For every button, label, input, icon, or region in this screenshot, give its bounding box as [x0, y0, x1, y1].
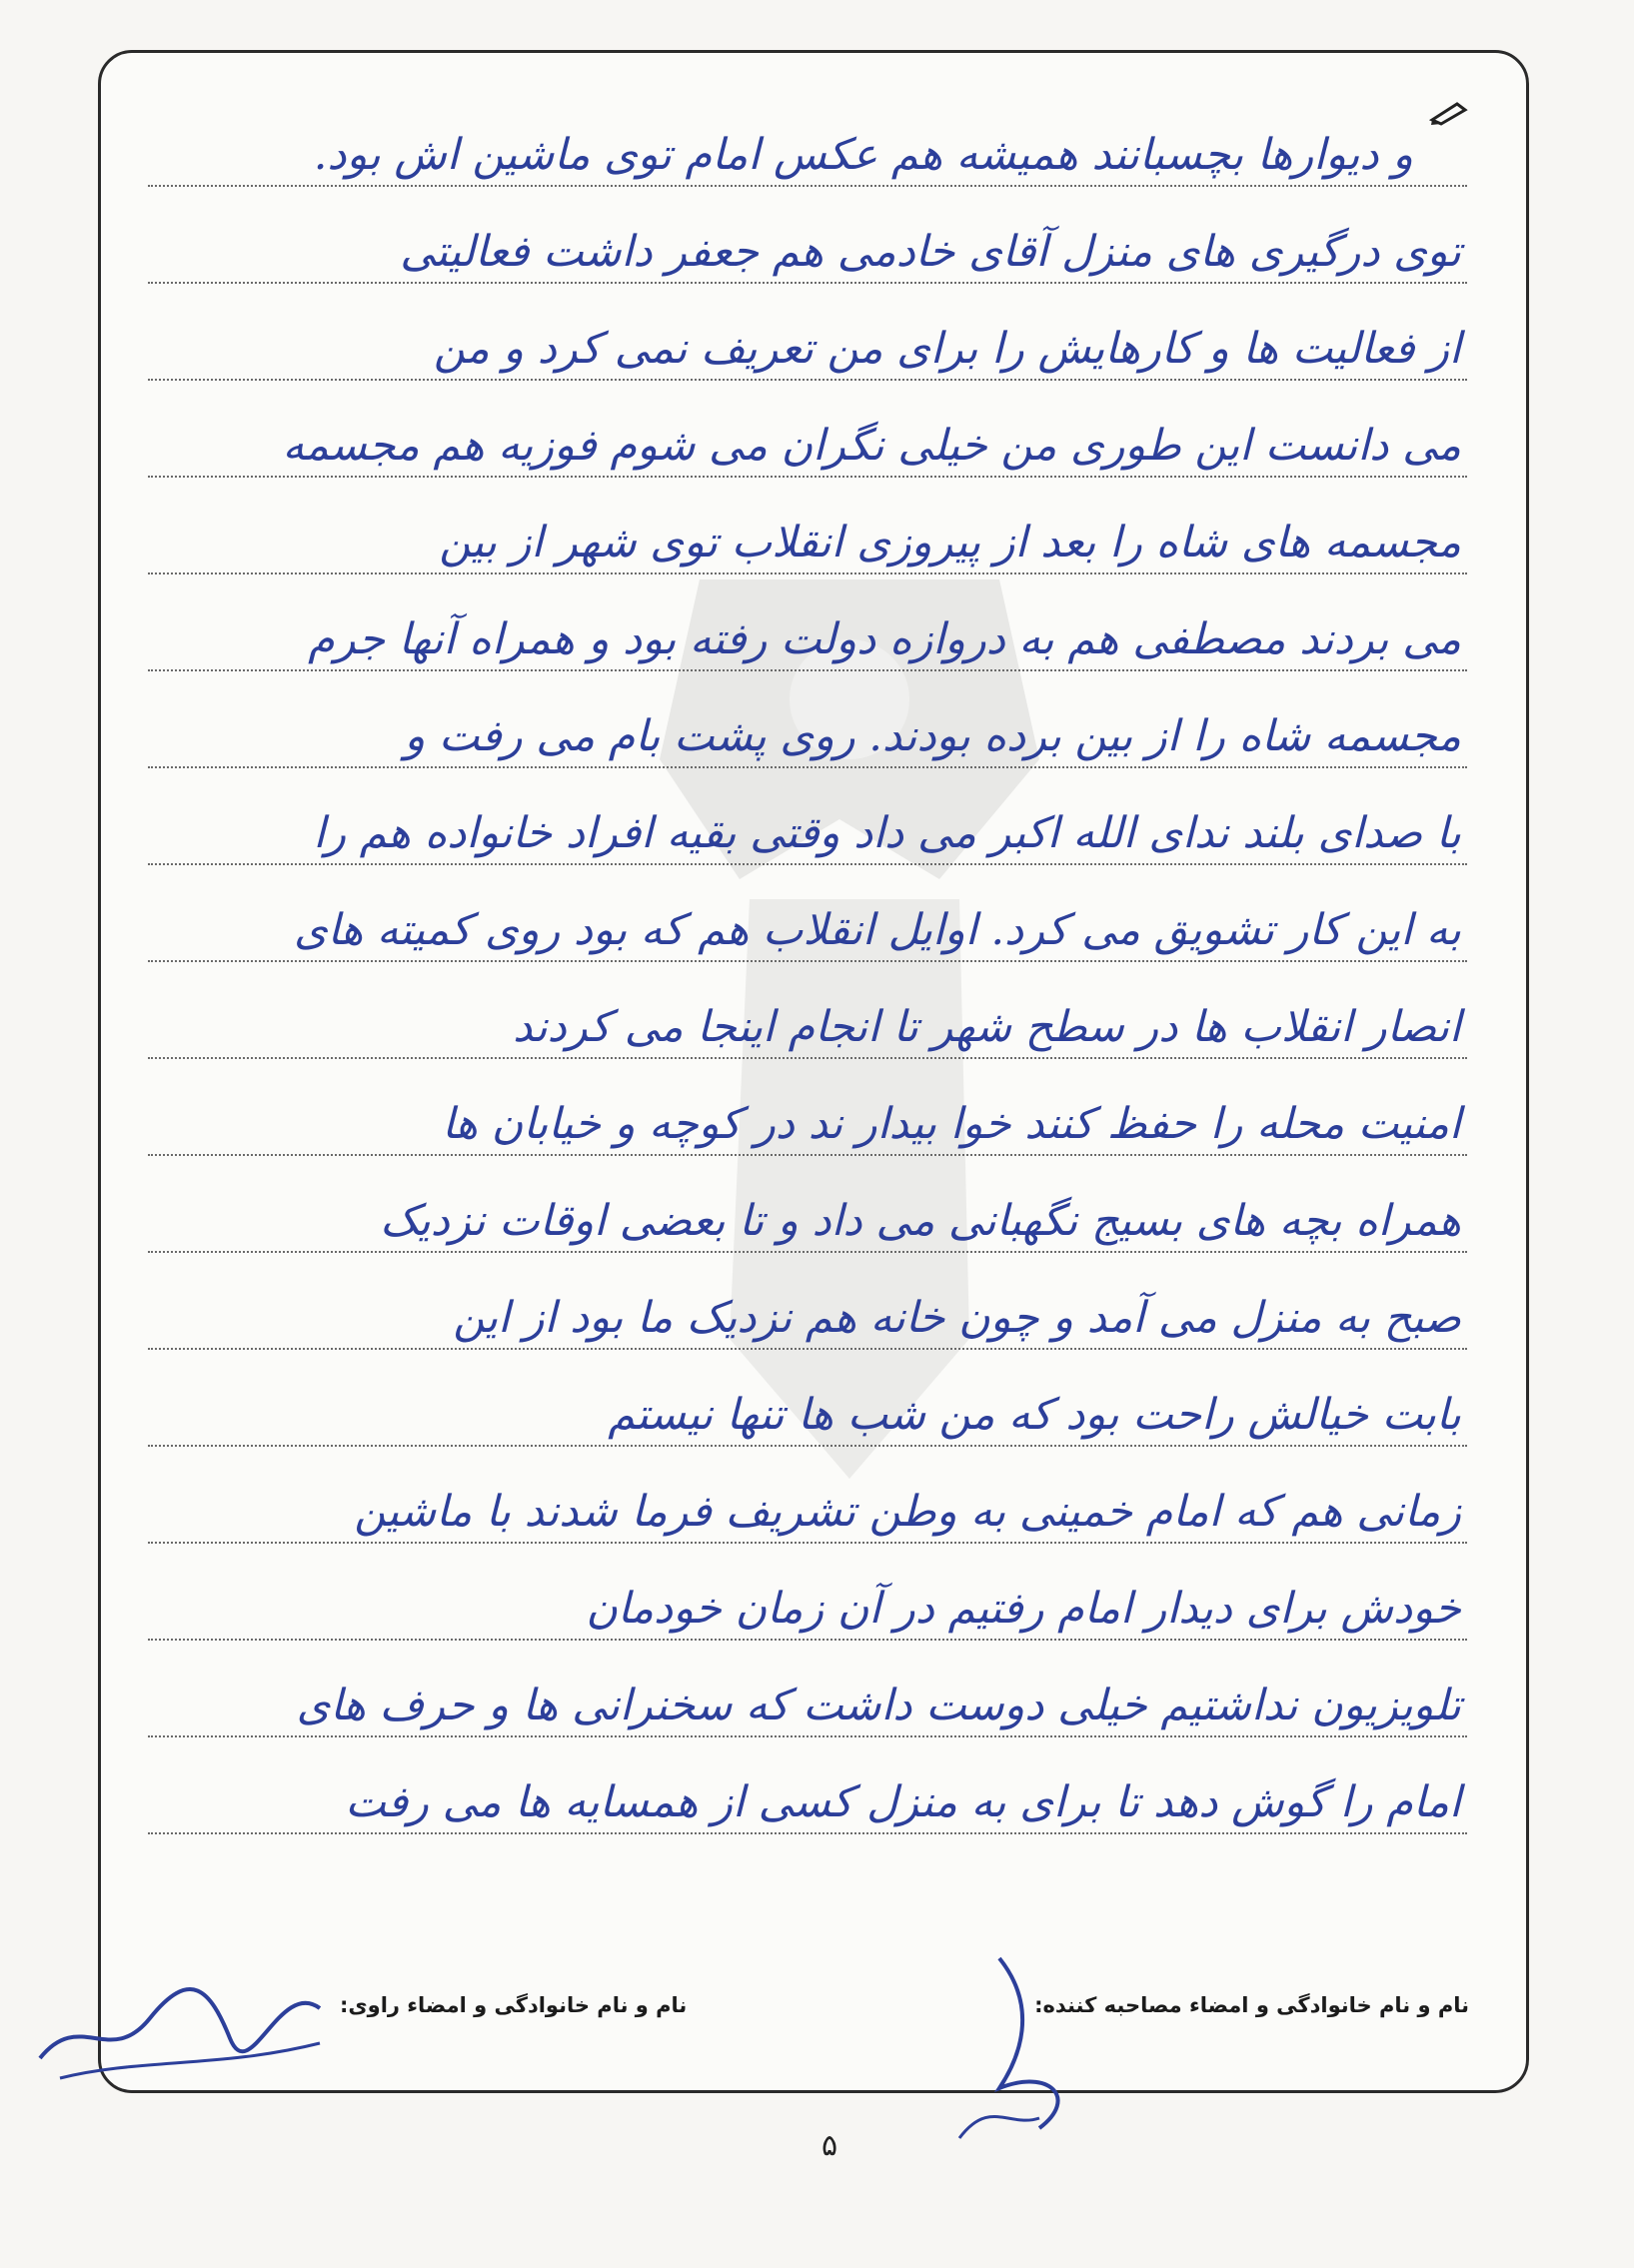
- text-line: همراه بچه های بسیج نگهبانی می داد و تا بعضی اوقات نزدیک: [148, 1156, 1467, 1253]
- text-line: با صدای بلند ندای الله اکبر می داد وقتی بقیه افراد خانواده هم را: [148, 768, 1467, 865]
- text-line: زمانی هم که امام خمینی به وطن تشریف فرما شدند با ماشین: [148, 1447, 1467, 1544]
- text-line: خودش برای دیدار امام رفتیم در آن زمان خودمان: [148, 1544, 1467, 1641]
- text-line: مجسمه های شاه را بعد از پیروزی انقلاب توی شهر از بین: [148, 478, 1467, 574]
- text-lines: [148, 90, 1467, 1834]
- text-line: و دیوارها بچسبانند همیشه هم عکس امام توی ماشین اش بود.: [148, 90, 1467, 187]
- text-line: مجسمه شاه را از بین برده بودند. روی پشت بام می رفت و: [148, 671, 1467, 768]
- footer: [340, 1993, 1469, 2017]
- narrator-signature: [20, 1948, 350, 2098]
- text-line: از فعالیت ها و کارهایش را برای من تعریف نمی کرد و من: [148, 284, 1467, 381]
- text-line: تلویزیون نداشتیم خیلی دوست داشت که سخنرانی ها و حرف های: [148, 1641, 1467, 1737]
- text-line: به این کار تشویق می کرد. اوایل انقلاب هم که بود روی کمیته های: [148, 865, 1467, 962]
- narrator-signature-block: [340, 1993, 687, 2017]
- text-line: می دانست این طوری من خیلی نگران می شوم فوزیه هم مجسمه: [148, 381, 1467, 478]
- text-line: صبح به منزل می آمد و چون خانه هم نزدیک ما بود از این: [148, 1253, 1467, 1350]
- pen-icon: [1429, 100, 1469, 126]
- text-line: می بردند مصطفی هم به دروازه دولت رفته بود و همراه آنها جرم: [148, 574, 1467, 671]
- text-line: امنیت محله را حفظ کنند خوا بیدار ند در کوچه و خیابان ها: [148, 1059, 1467, 1156]
- page-number: ۵: [820, 2128, 838, 2163]
- interviewer-label: نام و نام خانوادگی و امضاء مصاحبه کننده:: [1034, 1993, 1469, 2017]
- text-line: انصار انقلاب ها در سطح شهر تا انجام اینجا می کردند: [148, 962, 1467, 1059]
- text-line: توی درگیری های منزل آقای خادمی هم جعفر داشت فعالیتی: [148, 187, 1467, 284]
- text-line: امام را گوش دهد تا برای به منزل کسی از همسایه ها می رفت: [148, 1737, 1467, 1834]
- narrator-label: نام و نام خانوادگی و امضاء راوی:: [340, 1993, 688, 2017]
- interviewer-signature: [929, 1948, 1129, 2148]
- text-line: بابت خیالش راحت بود که من شب ها تنها نیستم: [148, 1350, 1467, 1447]
